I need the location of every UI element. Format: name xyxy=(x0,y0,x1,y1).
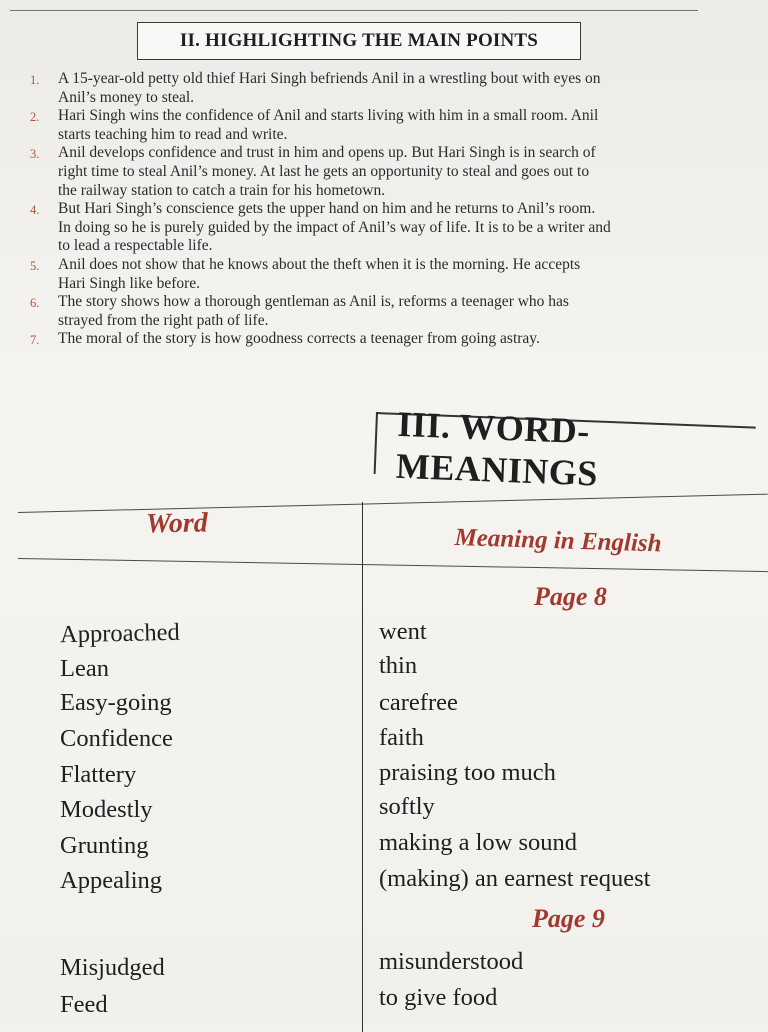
word-term: Modestly xyxy=(60,796,153,823)
word-meaning: praising too much xyxy=(379,759,556,786)
column-header-word: Word xyxy=(145,507,208,540)
word-term: Grunting xyxy=(60,832,149,859)
point-line: Hari Singh like before. xyxy=(58,274,201,292)
page-9-label: Page 9 xyxy=(532,904,605,933)
point-line: starts teaching him to read and write. xyxy=(58,125,288,143)
point-line: Anil does not show that he knows about the theft when it is the morning. He accepts xyxy=(58,255,581,273)
section3-heading: III. WORD-MEANINGS xyxy=(395,403,599,494)
word-term: Flattery xyxy=(60,761,137,788)
word-meaning: went xyxy=(379,618,427,645)
word-term: Misjudged xyxy=(60,954,165,981)
point-number: 3. xyxy=(30,147,40,162)
point-item xyxy=(26,107,716,144)
word-meanings-table xyxy=(0,490,768,1024)
word-term: Easy-going xyxy=(60,689,172,716)
table-header-rule xyxy=(18,558,768,572)
point-number: 4. xyxy=(30,203,40,218)
point-number: 1. xyxy=(30,73,40,87)
point-item xyxy=(26,70,716,107)
point-line: The moral of the story is how goodness corrects a teenager from going astray. xyxy=(58,330,540,348)
word-meaning: misunderstood xyxy=(379,948,524,975)
table-column-divider xyxy=(362,502,363,1032)
main-points-list xyxy=(26,70,716,349)
table-top-rule xyxy=(18,494,768,513)
point-line: In doing so he is purely guided by the impact of Anil’s way of life. It is to be a writer and xyxy=(58,218,611,236)
point-item xyxy=(26,330,716,349)
point-line: Anil’s money to steal. xyxy=(58,88,195,106)
point-line: But Hari Singh’s conscience gets the upper hand on him and he returns to Anil’s room. xyxy=(58,200,596,218)
word-meaning: carefree xyxy=(379,689,458,716)
top-rule xyxy=(0,0,768,14)
word-term: Lean xyxy=(60,655,109,682)
point-number: 2. xyxy=(30,110,40,125)
section2-heading-box xyxy=(137,22,581,60)
point-item xyxy=(26,144,716,200)
page-8-label: Page 8 xyxy=(534,582,607,611)
word-meaning: making a low sound xyxy=(379,829,578,856)
point-item xyxy=(26,293,716,330)
point-item xyxy=(26,200,716,256)
word-meaning: to give food xyxy=(379,984,498,1011)
word-meaning: softly xyxy=(379,793,435,820)
point-line: right time to steal Anil’s money. At last he gets an opportunity to steal and goes out to xyxy=(58,162,590,180)
point-number: 6. xyxy=(30,296,40,311)
word-term: Appealing xyxy=(60,867,163,894)
point-line: the railway station to catch a train for his hometown. xyxy=(58,181,386,199)
point-line: The story shows how a thorough gentleman as Anil is, reforms a teenager who has xyxy=(58,293,569,311)
point-number: 5. xyxy=(30,258,40,273)
point-item xyxy=(26,256,716,293)
point-line: to lead a respectable life. xyxy=(58,237,213,255)
word-meaning: (making) an earnest request xyxy=(379,865,651,892)
word-term: Approached xyxy=(59,618,180,649)
header-rule xyxy=(10,10,698,11)
word-term: Feed xyxy=(60,991,108,1018)
point-line: strayed from the right path of life. xyxy=(58,311,269,329)
word-term: Confidence xyxy=(60,725,173,752)
section2-heading: II. HIGHLIGHTING THE MAIN POINTS xyxy=(179,30,539,51)
word-meaning: faith xyxy=(379,724,424,751)
point-line: A 15-year-old petty old thief Hari Singh befriends Anil in a wrestling bout with eyes on xyxy=(58,70,601,87)
section3-heading-box xyxy=(374,403,756,494)
point-line: Anil develops confidence and trust in him and opens up. But Hari Singh is in search of xyxy=(58,144,596,162)
point-line: Hari Singh wins the confidence of Anil and starts living with him in a small room. Anil xyxy=(58,107,599,125)
word-meaning: thin xyxy=(379,652,418,679)
point-number: 7. xyxy=(30,333,40,348)
column-header-meaning: Meaning in English xyxy=(454,524,662,558)
